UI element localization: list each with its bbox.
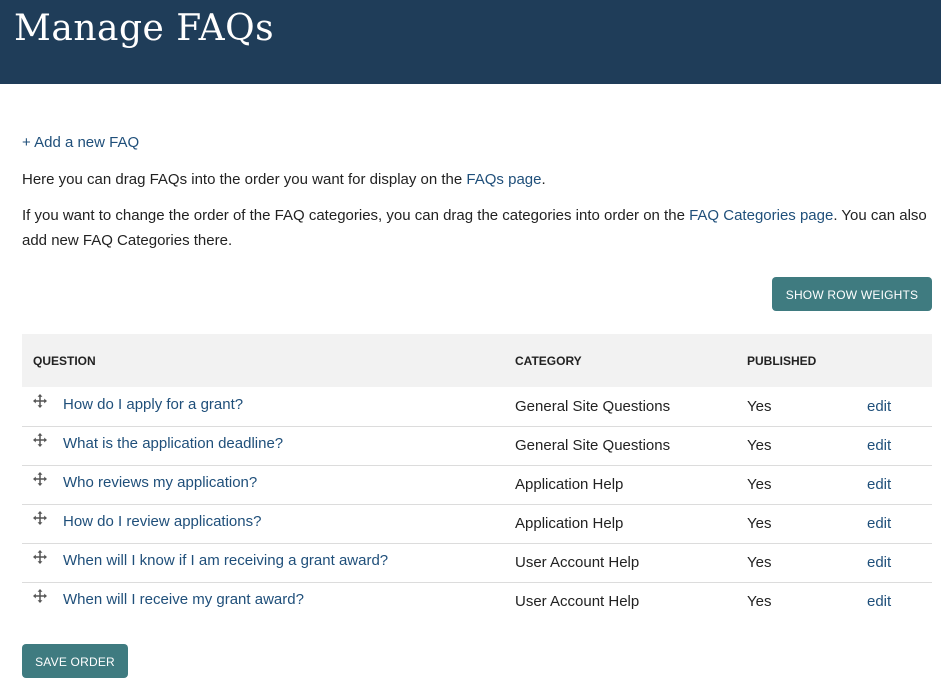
- save-order-button[interactable]: SAVE ORDER: [22, 644, 128, 678]
- edit-link[interactable]: edit: [867, 515, 892, 532]
- published-cell: Yes: [747, 554, 772, 571]
- edit-cell: [867, 504, 932, 543]
- move-arrows-icon[interactable]: [33, 589, 47, 603]
- category-cell: Application Help: [515, 476, 624, 493]
- question-link[interactable]: When will I know if I am receiving a grant award?: [63, 552, 389, 569]
- column-header-published: PUBLISHED: [747, 353, 817, 368]
- faqs-page-link[interactable]: FAQs page: [466, 171, 542, 188]
- table-row[interactable]: [22, 426, 932, 465]
- category-cell: Application Help: [515, 515, 624, 532]
- edit-link[interactable]: edit: [867, 593, 892, 611]
- category-cell: User Account Help: [515, 593, 640, 611]
- published-cell: Yes: [747, 437, 772, 454]
- intro-text: If you want to change the order of the FAQ categories, you can drag the categories into order on the: [22, 207, 690, 224]
- published-cell: Yes: [747, 397, 772, 415]
- intro-text: Here you can drag FAQs into the order you want for display on the: [22, 171, 467, 188]
- faq-table: [22, 334, 932, 621]
- add-faq-link[interactable]: + Add a new FAQ: [22, 134, 140, 151]
- table-row[interactable]: [22, 504, 932, 543]
- category-cell: General Site Questions: [515, 397, 671, 415]
- edit-cell: [867, 582, 932, 621]
- intro-paragraph-order: [22, 167, 932, 192]
- question-link[interactable]: What is the application deadline?: [63, 435, 284, 452]
- column-header-actions: [867, 334, 932, 387]
- edit-link[interactable]: edit: [867, 397, 892, 415]
- question-cell: [22, 426, 515, 465]
- question-cell: [22, 543, 515, 582]
- move-arrows-icon[interactable]: [33, 511, 47, 525]
- question-link[interactable]: Who reviews my application?: [63, 474, 258, 491]
- question-cell: [22, 504, 515, 543]
- show-row-weights-button[interactable]: SHOW ROW WEIGHTS: [772, 277, 932, 311]
- column-header-question: QUESTION: [33, 353, 96, 368]
- edit-cell: [867, 465, 932, 504]
- category-cell: User Account Help: [515, 554, 640, 571]
- move-arrows-icon[interactable]: [33, 472, 47, 486]
- edit-link[interactable]: edit: [867, 554, 892, 571]
- category-cell: General Site Questions: [515, 437, 671, 454]
- table-row[interactable]: [22, 582, 932, 621]
- question-cell: [22, 582, 515, 621]
- question-link[interactable]: How do I review applications?: [63, 513, 262, 530]
- move-arrows-icon[interactable]: [33, 433, 47, 447]
- page-header: [0, 0, 941, 84]
- published-cell: Yes: [747, 476, 772, 493]
- table-row[interactable]: [22, 387, 932, 426]
- intro-text: .: [541, 171, 546, 188]
- question-cell: [22, 465, 515, 504]
- edit-link[interactable]: edit: [867, 437, 892, 454]
- faq-table-body: [22, 387, 932, 621]
- main-content: [22, 130, 932, 669]
- published-cell: Yes: [747, 515, 772, 532]
- question-link[interactable]: How do I apply for a grant?: [63, 395, 244, 413]
- faq-categories-page-link[interactable]: FAQ Categories page: [689, 207, 834, 224]
- page-title: Manage FAQs: [14, 8, 275, 49]
- edit-cell: [867, 543, 932, 582]
- weights-toolbar: [772, 277, 932, 311]
- edit-cell: [867, 426, 932, 465]
- intro-paragraph-categories: [22, 203, 932, 253]
- edit-cell: [867, 387, 932, 426]
- move-arrows-icon[interactable]: [33, 394, 47, 408]
- question-cell: [22, 387, 515, 426]
- table-row[interactable]: [22, 543, 932, 582]
- intro-text: . You can also add new FAQ Categories there.: [22, 207, 927, 249]
- table-row[interactable]: [22, 465, 932, 504]
- column-header-category: CATEGORY: [515, 353, 582, 368]
- table-header-row: [22, 334, 932, 387]
- published-cell: Yes: [747, 593, 772, 611]
- move-arrows-icon[interactable]: [33, 550, 47, 564]
- edit-link[interactable]: edit: [867, 476, 892, 493]
- question-link[interactable]: When will I receive my grant award?: [63, 591, 304, 609]
